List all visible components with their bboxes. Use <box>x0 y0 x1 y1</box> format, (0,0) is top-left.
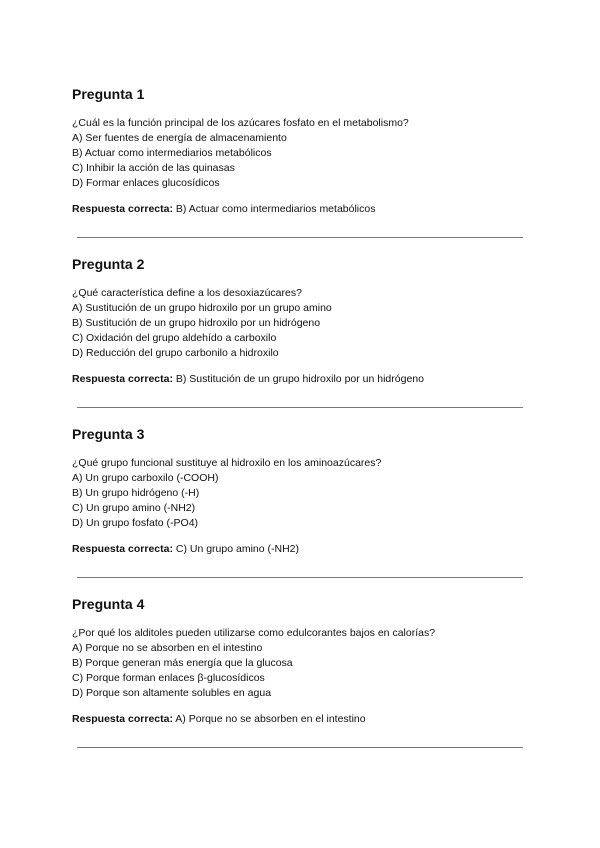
option-c: C) Un grupo amino (-NH2) <box>72 502 196 514</box>
divider <box>77 237 523 238</box>
option-a: A) Un grupo carboxilo (-COOH) <box>72 472 219 484</box>
options-list <box>72 471 524 531</box>
correct-answer <box>72 372 524 387</box>
question-prompt: ¿Por qué los alditoles pueden utilizarse como edulcorantes bajos en calorías? <box>72 627 436 639</box>
option-d: D) Formar enlaces glucosídicos <box>72 177 220 189</box>
answer-value: A) Porque no se absorben en el intestino <box>172 713 366 725</box>
option-b: B) Un grupo hidrógeno (-H) <box>72 487 200 499</box>
answer-label: Respuesta correcta: <box>72 373 173 385</box>
answer-label: Respuesta correcta: <box>72 203 173 215</box>
answer-value: C) Un grupo amino (-NH2) <box>172 543 300 555</box>
divider <box>77 407 523 408</box>
option-a: A) Ser fuentes de energía de almacenamiento <box>72 132 287 144</box>
question-prompt: ¿Qué grupo funcional sustituye al hidroxilo en los aminoazúcares? <box>72 457 382 469</box>
option-b: B) Actuar como intermediarios metabólicos <box>72 147 272 159</box>
question-block-2 <box>72 256 524 387</box>
option-d: D) Reducción del grupo carbonilo a hidroxilo <box>72 347 279 359</box>
answer-value: B) Actuar como intermediarios metabólicos <box>172 203 376 215</box>
option-a: A) Porque no se absorben en el intestino <box>72 642 263 654</box>
options-list <box>72 131 524 191</box>
question-block-4 <box>72 596 524 727</box>
question-prompt: ¿Cuál es la función principal de los azúcares fosfato en el metabolismo? <box>72 117 409 129</box>
divider <box>77 747 523 748</box>
option-a: A) Sustitución de un grupo hidroxilo por un grupo amino <box>72 302 332 314</box>
question-block-1 <box>72 86 524 217</box>
answer-label: Respuesta correcta: <box>72 543 173 555</box>
option-c: C) Porque forman enlaces β-glucosídicos <box>72 672 265 684</box>
answer-label: Respuesta correcta: <box>72 713 173 725</box>
question-title: Pregunta 4 <box>72 596 145 612</box>
options-list <box>72 641 524 701</box>
correct-answer <box>72 712 524 727</box>
question-title: Pregunta 2 <box>72 256 145 272</box>
options-list <box>72 301 524 361</box>
option-d: D) Un grupo fosfato (-PO4) <box>72 517 199 529</box>
question-title: Pregunta 1 <box>72 86 145 102</box>
question-block-3 <box>72 426 524 557</box>
correct-answer <box>72 542 524 557</box>
correct-answer <box>72 202 524 217</box>
option-d: D) Porque son altamente solubles en agua <box>72 687 272 699</box>
question-title: Pregunta 3 <box>72 426 145 442</box>
option-b: B) Porque generan más energía que la glucosa <box>72 657 293 669</box>
divider <box>77 577 523 578</box>
answer-value: B) Sustitución de un grupo hidroxilo por un hidrógeno <box>172 373 424 385</box>
option-c: C) Oxidación del grupo aldehído a carboxilo <box>72 332 277 344</box>
option-b: B) Sustitución de un grupo hidroxilo por un hidrógeno <box>72 317 321 329</box>
question-prompt: ¿Qué característica define a los desoxiazúcares? <box>72 287 302 299</box>
option-c: C) Inhibir la acción de las quinasas <box>72 162 235 174</box>
